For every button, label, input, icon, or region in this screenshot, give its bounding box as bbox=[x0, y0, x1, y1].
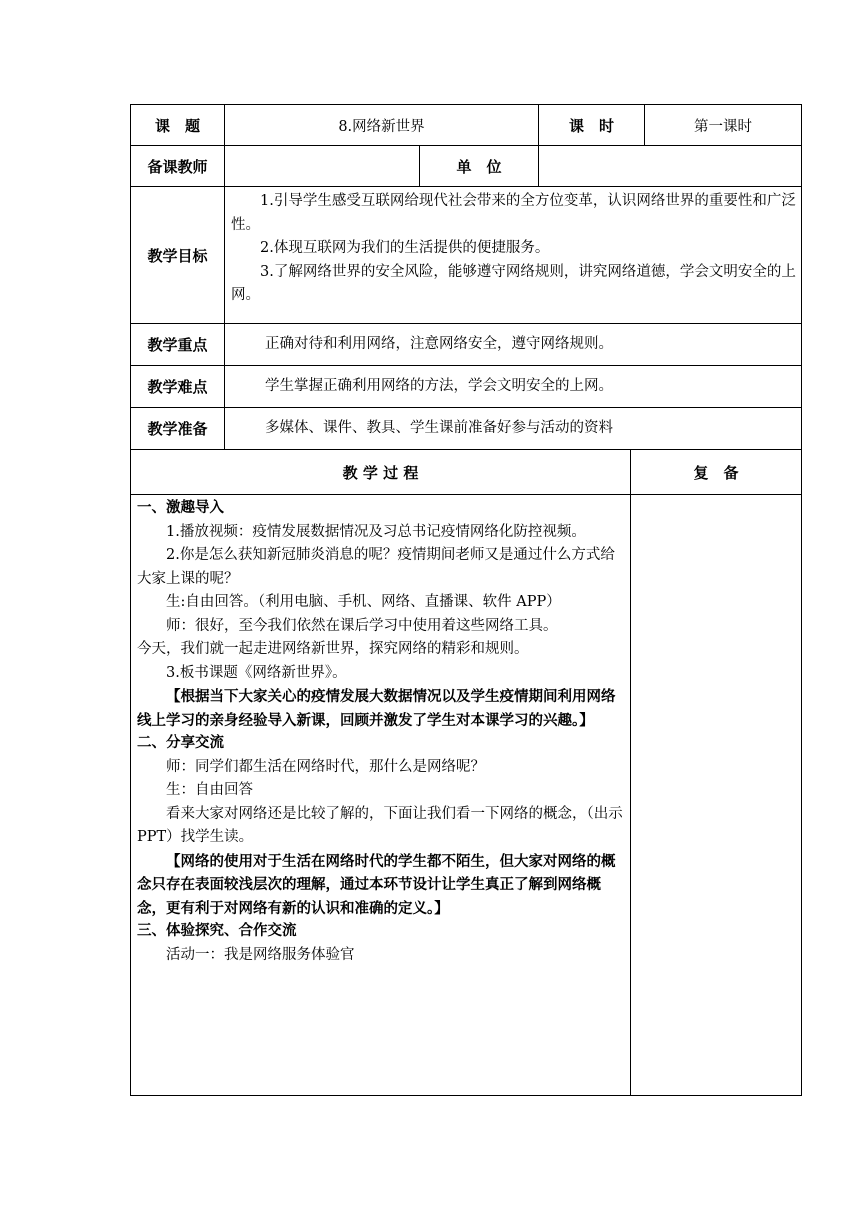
paragraph: 生：自由回答 bbox=[166, 782, 253, 798]
unit-value bbox=[539, 146, 801, 186]
paragraph: 师：很好，至今我们依然在课后学习中使用着这些网络工具。 bbox=[166, 617, 558, 634]
design-note: 【根据当下大家关心的疫情发展大数据情况以及学生疫情期间利用网络线上学习的亲身经验导入新课，回顾并激发了学生对本课学习的兴趣。】 bbox=[137, 688, 616, 729]
teacher-label: 备课教师 bbox=[147, 157, 208, 176]
paragraph: 看来大家对网络还是比较了解的，下面让我们看一下网络的概念，（出示 PPT）找学生读。 bbox=[137, 805, 623, 845]
table-rule bbox=[801, 104, 802, 1096]
paragraph: 活动一：我是网络服务体验官 bbox=[166, 946, 355, 963]
goal-item: 2.体现互联网为我们的生活提供的便捷服务。 bbox=[260, 240, 550, 256]
difficulties-label: 教学难点 bbox=[147, 378, 208, 396]
key-points-text: 正确对待和利用网络，注意网络安全，遵守网络规则。 bbox=[265, 335, 613, 352]
teacher-value bbox=[225, 146, 419, 186]
paragraph: 今天，我们就一起走进网络新世界，探究网络的精彩和规则。 bbox=[137, 641, 529, 657]
process-header: 教 学 过 程 bbox=[342, 463, 419, 482]
topic-value: 8.网络新世界 bbox=[338, 118, 425, 135]
section-title: 三、体验探究、合作交流 bbox=[137, 923, 297, 939]
table-rule bbox=[130, 186, 802, 187]
design-note: 【网络的使用对于生活在网络时代的学生都不陌生，但大家对网络的概念只存在表面较浅层次的理解，通过本环节设计让学生真正了解到网络概念，更有利于对网络有新的认识和准确的定义。】 bbox=[137, 852, 616, 917]
preparation-text: 多媒体、课件、教具、学生课前准备好参与活动的资料 bbox=[265, 419, 613, 436]
topic-label: 课 题 bbox=[154, 116, 200, 135]
unit-label: 单 位 bbox=[456, 157, 502, 176]
key-points-label: 教学重点 bbox=[147, 336, 208, 354]
goal-item: 3.了解网络世界的安全风险，能够遵守网络规则，讲究网络道德，学会文明安全的上网。 bbox=[231, 263, 796, 303]
paragraph: 1.播放视频：疫情发展数据情况及习总书记疫情网络化防控视频。 bbox=[166, 523, 586, 540]
goals-content bbox=[231, 190, 797, 308]
table-rule bbox=[130, 1095, 802, 1096]
review-column bbox=[631, 495, 801, 1095]
review-header: 复 备 bbox=[693, 463, 739, 482]
goal-item: 1.引导学生感受互联网给现代社会带来的全方位变革，认识网络世界的重要性和广泛性。 bbox=[231, 193, 796, 233]
goals-label: 教学目标 bbox=[147, 246, 208, 265]
period-value: 第一课时 bbox=[694, 118, 752, 135]
section-title: 二、分享交流 bbox=[137, 735, 224, 751]
preparation-label: 教学准备 bbox=[147, 420, 208, 438]
paragraph: 3.板书课题《网络新世界》。 bbox=[166, 664, 347, 681]
paragraph: 师：同学们都生活在网络时代，那什么是网络呢？ bbox=[166, 758, 485, 775]
paragraph: 生:自由回答。（利用电脑、手机、网络、直播课、软件 APP） bbox=[166, 594, 561, 610]
period-label: 课 时 bbox=[568, 116, 614, 135]
paragraph: 2.你是怎么获知新冠肺炎消息的呢？疫情期间老师又是通过什么方式给大家上课的呢？ bbox=[137, 547, 615, 587]
process-content bbox=[137, 497, 625, 967]
section-title: 一、激趣导入 bbox=[137, 500, 224, 516]
difficulties-text: 学生掌握正确利用网络的方法，学会文明安全的上网。 bbox=[265, 377, 613, 394]
